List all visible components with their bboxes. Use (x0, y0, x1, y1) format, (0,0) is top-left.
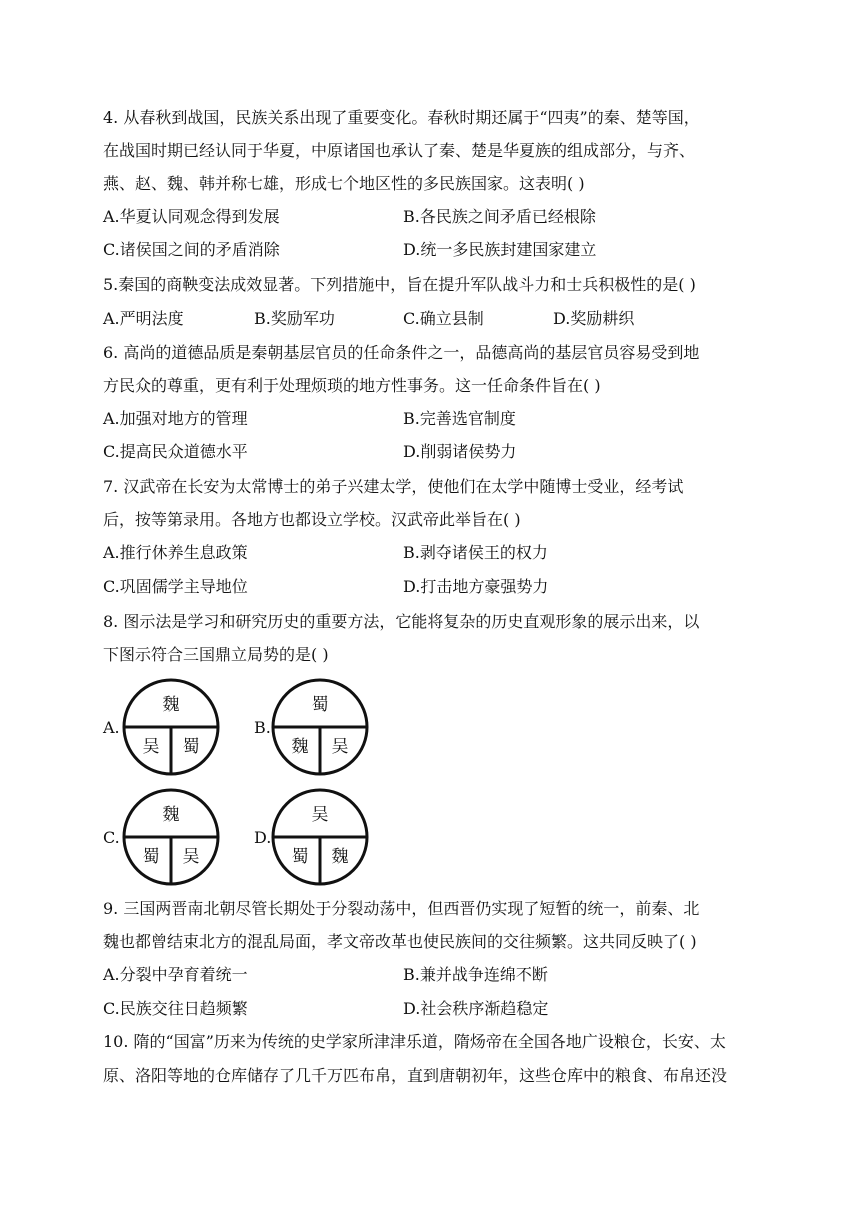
q8-diagram-d (270, 788, 370, 886)
q8-option-a-letter: A. (103, 718, 120, 737)
q8-line-2: 下图示符合三国鼎立局势的是( ) (103, 645, 329, 664)
q7-line-2: 后，按等第录用。各地方也都设立学校。汉武帝此举旨在( ) (103, 510, 521, 529)
q9-line-2: 魏也都曾结束北方的混乱局面，孝文帝改革也使民族间的交往频繁。这共同反映了( ) (103, 932, 697, 951)
q4-option-c[interactable]: C.诸侯国之间的矛盾消除 (103, 240, 280, 259)
diagram-a-right: 蜀 (182, 737, 200, 757)
q7-option-b[interactable]: B.剥夺诸侯王的权力 (403, 543, 548, 562)
q5-option-b[interactable]: B.奖励军功 (254, 309, 335, 328)
diagram-d-left: 蜀 (291, 847, 309, 867)
q9-option-d[interactable]: D.社会秩序渐趋稳定 (403, 999, 549, 1018)
diagram-b-left: 魏 (291, 737, 309, 757)
q6-line-2: 方民众的尊重，更有利于处理烦琐的地方性事务。这一任命条件旨在( ) (103, 376, 601, 395)
q8-line-1: 8. 图示法是学习和研究历史的重要方法，它能将复杂的历史直观形象的展示出来，以 (103, 612, 700, 631)
diagram-d-top: 吴 (311, 805, 329, 825)
q9-option-a[interactable]: A.分裂中孕育着统一 (103, 965, 248, 984)
diagram-a-top: 魏 (162, 695, 180, 715)
q7-option-a[interactable]: A.推行休养生息政策 (103, 543, 248, 562)
q8-diagram-a (121, 678, 221, 776)
q4-line-2: 在战国时期已经认同于华夏，中原诸国也承认了秦、楚是华夏族的组成部分，与齐、 (103, 141, 696, 160)
q6-line-1: 6. 高尚的道德品质是秦朝基层官员的任命条件之一，品德高尚的基层官员容易受到地 (103, 343, 700, 362)
q8-diagram-b (270, 678, 370, 776)
q7-line-1: 7. 汉武帝在长安为太常博士的弟子兴建太学，使他们在太学中随博士受业，经考试 (103, 477, 684, 496)
q8-option-a[interactable] (103, 678, 223, 776)
diagram-c-right: 吴 (182, 847, 200, 867)
q6-option-b[interactable]: B.完善选官制度 (403, 409, 516, 428)
q4-line-1: 4. 从春秋到战国，民族关系出现了重要变化。春秋时期还属于“四夷”的秦、楚等国， (103, 108, 700, 127)
q4-option-b[interactable]: B.各民族之间矛盾已经根除 (403, 207, 596, 226)
q6-option-a[interactable]: A.加强对地方的管理 (103, 409, 248, 428)
q9-option-b[interactable]: B.兼并战争连绵不断 (403, 965, 548, 984)
q10-line-1: 10. 隋的“国富”历来为传统的史学家所津津乐道，隋炀帝在全国各地广设粮仓，长安、太 (103, 1032, 726, 1051)
diagram-d-right: 魏 (331, 847, 349, 867)
diagram-c-left: 蜀 (142, 847, 160, 867)
q4-option-a[interactable]: A.华夏认同观念得到发展 (103, 207, 280, 226)
diagram-b-top: 蜀 (311, 695, 329, 715)
q5-line-1: 5.秦国的商鞅变法成效显著。下列措施中，旨在提升军队战斗力和士兵积极性的是( ) (103, 275, 696, 294)
q6-option-d[interactable]: D.削弱诸侯势力 (403, 442, 517, 461)
q8-option-c[interactable] (103, 788, 223, 886)
q9-option-c[interactable]: C.民族交往日趋频繁 (103, 999, 248, 1018)
q4-option-d[interactable]: D.统一多民族封建国家建立 (403, 240, 597, 259)
q8-option-c-letter: C. (103, 828, 120, 847)
q8-option-d-letter: D. (254, 828, 272, 847)
q7-option-c[interactable]: C.巩固儒学主导地位 (103, 577, 248, 596)
q7-option-d[interactable]: D.打击地方豪强势力 (403, 577, 549, 596)
q8-option-b[interactable] (254, 678, 374, 776)
diagram-a-left: 吴 (142, 737, 160, 757)
q5-option-a[interactable]: A.严明法度 (103, 309, 184, 328)
diagram-b-right: 吴 (331, 737, 349, 757)
q9-line-1: 9. 三国两晋南北朝尽管长期处于分裂动荡中，但西晋仍实现了短暂的统一，前秦、北 (103, 899, 700, 918)
q10-line-2: 原、洛阳等地的仓库储存了几千万匹布帛，直到唐朝初年，这些仓库中的粮食、布帛还没 (103, 1066, 728, 1085)
diagram-c-top: 魏 (162, 805, 180, 825)
q8-option-d[interactable] (254, 788, 374, 886)
q4-line-3: 燕、赵、魏、韩并称七雄，形成七个地区性的多民族国家。这表明( ) (103, 174, 585, 193)
q8-diagram-c (121, 788, 221, 886)
q5-option-c[interactable]: C.确立县制 (403, 309, 484, 328)
q8-option-b-letter: B. (254, 718, 271, 737)
q6-option-c[interactable]: C.提高民众道德水平 (103, 442, 248, 461)
q5-option-d[interactable]: D.奖励耕织 (553, 309, 635, 328)
